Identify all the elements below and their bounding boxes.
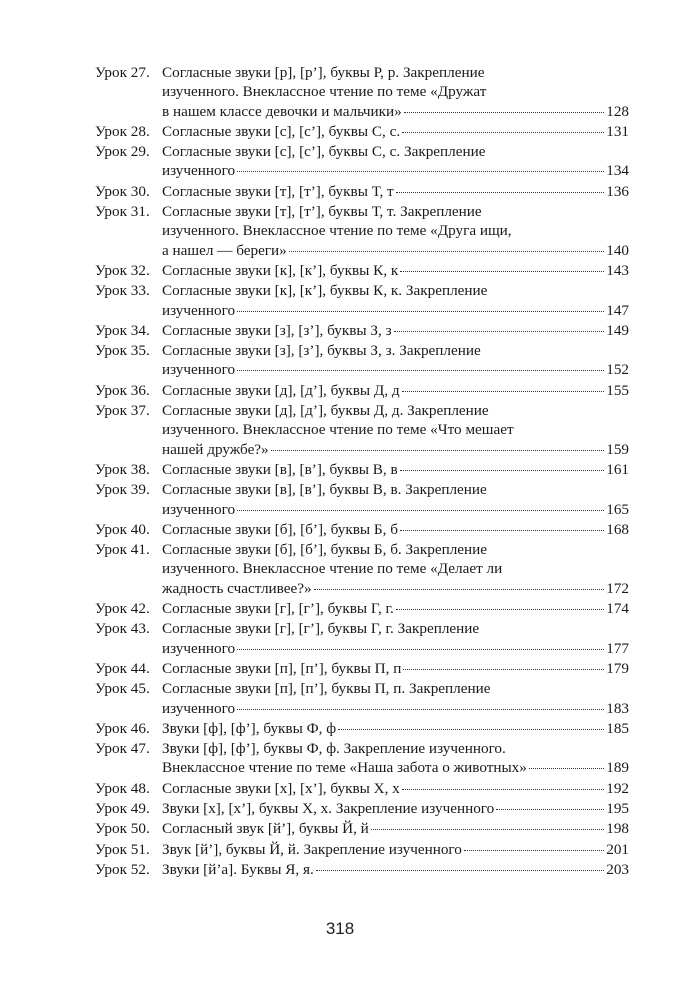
title-line [162,182,629,201]
toc-entry [95,182,629,201]
toc-entry [95,860,629,879]
page-ref: 192 [606,779,629,797]
title-line [162,241,629,260]
title-line [162,659,629,678]
page-ref: 189 [606,759,629,777]
title-line [162,63,629,82]
lesson-number: Урок 33. [95,282,150,300]
toc-entry [95,659,629,678]
title-line-text: Согласные звуки [з], [з’], буквы З, з. Закрепление [162,342,481,360]
title-line [162,619,629,638]
title-line-text: Согласные звуки [д], [д’], буквы Д, д. Закрепление [162,402,489,420]
dot-leader [396,609,604,610]
lesson-title [162,779,629,798]
lesson-number: Урок 37. [95,402,150,420]
title-line-text: изученного [162,301,236,319]
lesson-title [162,261,629,280]
page-ref: 136 [606,182,629,200]
title-line-text: изученного. Внеклассное чтение по теме «Что мешает [162,421,514,439]
page-ref: 128 [606,102,629,120]
page-ref: 165 [606,500,629,518]
title-line-text: изученного [162,639,236,657]
title-line-text: Согласные звуки [т], [т’], буквы Т, т [162,182,394,200]
dot-leader [403,669,604,670]
title-line-text: жадность счастливее?» [162,579,312,597]
page-ref: 152 [606,361,629,379]
title-line-text: Согласные звуки [с], [с’], буквы С, с. Закрепление [162,143,486,161]
lesson-title [162,520,629,539]
title-line [162,281,629,300]
title-line [162,102,629,121]
title-line-text: Согласные звуки [в], [в’], буквы В, в. Закрепление [162,481,487,499]
lesson-title [162,142,629,181]
title-line-text: а нашел — береги» [162,241,287,259]
dot-leader [371,829,604,830]
title-line [162,161,629,180]
lesson-number: Урок 34. [95,321,150,339]
lesson-title [162,182,629,201]
lesson-title [162,659,629,678]
dot-leader [237,649,604,650]
dot-leader [400,271,604,272]
page-ref: 140 [606,241,629,259]
dot-leader [314,589,605,590]
lesson-title [162,799,629,818]
title-line-text: изученного [162,500,236,518]
toc-entry [95,779,629,798]
title-line [162,480,629,499]
page-ref: 177 [606,639,629,657]
lesson-title [162,460,629,479]
title-line-text: Согласные звуки [д], [д’], буквы Д, д [162,381,400,399]
title-line-text: изученного. Внеклассное чтение по теме «Делает ли [162,560,503,578]
title-line [162,699,629,718]
title-line-text: изученного [162,162,236,180]
lesson-number: Урок 35. [95,342,150,360]
lesson-title [162,719,629,738]
dot-leader [496,809,604,810]
lesson-number: Урок 39. [95,481,150,499]
dot-leader [402,789,604,790]
title-line-text: в нашем классе девочки и мальчики» [162,102,402,120]
title-line-text: нашей дружбе?» [162,440,269,458]
toc-entry [95,679,629,718]
lesson-title [162,540,629,598]
page-ref: 168 [606,520,629,538]
title-line-text: Согласные звуки [к], [к’], буквы К, к. Закрепление [162,282,488,300]
title-line-text: Звуки [й’а]. Буквы Я, я. [162,860,314,878]
dot-leader [316,870,604,871]
lesson-number: Урок 40. [95,520,150,538]
title-line [162,221,629,240]
title-line-text: Согласные звуки [г], [г’], буквы Г, г. [162,600,394,618]
page-ref: 147 [606,301,629,319]
title-line [162,381,629,400]
lesson-number: Урок 48. [95,779,150,797]
lesson-number: Урок 31. [95,203,150,221]
page-ref: 159 [606,440,629,458]
page-ref: 179 [606,659,629,677]
title-line-text: Звуки [ф], [ф’], буквы Ф, ф. Закрепление изученного. [162,740,506,758]
lesson-title [162,122,629,141]
title-line [162,679,629,698]
lesson-number: Урок 47. [95,740,150,758]
dot-leader [237,171,604,172]
lesson-title [162,819,629,838]
page-ref: 131 [606,122,629,140]
dot-leader [237,311,604,312]
toc-entry [95,202,629,260]
dot-leader [404,112,604,113]
page-ref: 201 [606,840,629,858]
lesson-number: Урок 27. [95,64,150,81]
title-line-text: изученного [162,361,236,379]
toc-entry [95,63,629,121]
title-line-text: Согласные звуки [п], [п’], буквы П, п. Закрепление [162,680,491,698]
title-line-text: Звуки [х], [х’], буквы Х, х. Закрепление изученного [162,799,495,817]
toc-entry [95,401,629,459]
page-number: 318 [325,919,355,938]
dot-leader [237,510,604,511]
toc-entry [95,122,629,141]
lesson-title [162,619,629,658]
lesson-number: Урок 28. [95,122,150,140]
toc-entry [95,719,629,738]
title-line-text: Согласный звук [й’], буквы Й, й [162,820,369,838]
lesson-number: Урок 46. [95,719,150,737]
title-line [162,819,629,838]
lesson-number: Урок 49. [95,799,150,817]
lesson-number: Урок 29. [95,143,150,161]
page-ref: 195 [606,799,629,817]
dot-leader [289,251,604,252]
title-line [162,460,629,479]
lesson-title [162,321,629,340]
page-ref: 161 [606,460,629,478]
lesson-title [162,860,629,879]
title-line-text: Согласные звуки [б], [б’], буквы Б, б [162,520,398,538]
lesson-number: Урок 51. [95,840,150,858]
title-line-text: Согласные звуки [т], [т’], буквы Т, т. Закрепление [162,203,482,221]
title-line-text: Согласные звуки [г], [г’], буквы Г, г. Закрепление [162,620,480,638]
title-line [162,360,629,379]
title-line [162,639,629,658]
title-line [162,142,629,161]
dot-leader [400,530,604,531]
title-line [162,579,629,598]
toc-entry [95,619,629,658]
lesson-number: Урок 44. [95,659,150,677]
toc-entry [95,321,629,340]
lesson-title [162,679,629,718]
title-line-text: Согласные звуки [р], [р’], буквы Р, р. Закрепление [162,64,485,81]
title-line [162,82,629,101]
lesson-title [162,599,629,618]
title-line [162,540,629,559]
title-line [162,599,629,618]
toc-entry [95,520,629,539]
page-ref: 174 [606,600,629,618]
title-line [162,559,629,578]
dot-leader [400,470,605,471]
title-line [162,401,629,420]
toc-entry [95,540,629,598]
page-ref: 172 [606,579,629,597]
lesson-number: Урок 32. [95,261,150,279]
lesson-number: Урок 30. [95,182,150,200]
lesson-number: Урок 50. [95,820,150,838]
title-line [162,420,629,439]
page-ref: 155 [606,381,629,399]
title-line [162,341,629,360]
title-line [162,758,629,777]
lesson-title [162,341,629,380]
title-line-text: Согласные звуки [б], [б’], буквы Б, б. Закрепление [162,541,488,559]
dot-leader [237,709,604,710]
dot-leader [237,370,604,371]
title-line [162,440,629,459]
lesson-number: Урок 41. [95,541,150,559]
toc-entry [95,819,629,838]
lesson-title [162,840,629,859]
page-ref: 183 [606,699,629,717]
title-line [162,719,629,738]
dot-leader [338,729,604,730]
page-ref: 143 [606,261,629,279]
title-line [162,799,629,818]
title-line [162,840,629,859]
toc-entry [95,840,629,859]
lesson-number: Урок 36. [95,381,150,399]
dot-leader [529,768,604,769]
title-line [162,321,629,340]
dot-leader [396,192,605,193]
title-line-text: Согласные звуки [с], [с’], буквы С, с. [162,122,401,140]
lesson-title [162,401,629,459]
title-line [162,301,629,320]
page-ref: 198 [606,820,629,838]
lesson-number: Урок 38. [95,460,150,478]
lesson-number: Урок 42. [95,600,150,618]
page-ref: 149 [606,321,629,339]
toc-entry [95,460,629,479]
title-line [162,261,629,280]
page-ref: 203 [606,860,629,878]
title-line-text: Согласные звуки [п], [п’], буквы П, п [162,659,402,677]
lesson-title [162,480,629,519]
title-line [162,520,629,539]
page-ref: 185 [606,719,629,737]
title-line [162,779,629,798]
toc-entry [95,281,629,320]
lesson-number: Урок 52. [95,860,150,878]
toc-entry [95,142,629,181]
title-line [162,500,629,519]
dot-leader [464,850,604,851]
lesson-title [162,202,629,260]
dot-leader [394,331,605,332]
toc-entry [95,599,629,618]
title-line-text: Внеклассное чтение по теме «Наша забота о животных» [162,759,527,777]
title-line-text: Согласные звуки [в], [в’], буквы В, в [162,460,398,478]
dot-leader [271,450,605,451]
lesson-title [162,63,629,121]
title-line-text: Согласные звуки [х], [х’], буквы Х, х [162,779,400,797]
title-line-text: Согласные звуки [к], [к’], буквы К, к [162,261,399,279]
title-line-text: изученного. Внеклассное чтение по теме «Друга ищи, [162,222,512,240]
toc-entry [95,799,629,818]
title-line-text: Звуки [ф], [ф’], буквы Ф, ф [162,719,337,737]
toc-entry [95,261,629,280]
title-line-text: Согласные звуки [з], [з’], буквы З, з [162,321,392,339]
title-line [162,739,629,758]
toc-entry [95,480,629,519]
lesson-title [162,739,629,778]
title-line [162,202,629,221]
page-ref: 134 [606,162,629,180]
toc-entry [95,739,629,778]
title-line-text: изученного [162,699,236,717]
dot-leader [402,132,604,133]
dot-leader [402,391,605,392]
lesson-number: Урок 43. [95,620,150,638]
toc-entry [95,341,629,380]
title-line-text: Звук [й’], буквы Й, й. Закрепление изученного [162,840,462,858]
title-line [162,860,629,879]
lesson-title [162,381,629,400]
lesson-number: Урок 45. [95,680,150,698]
title-line-text: изученного. Внеклассное чтение по теме «Дружат [162,83,487,101]
toc-entry [95,381,629,400]
lesson-title [162,281,629,320]
title-line [162,122,629,141]
table-of-contents [95,63,629,880]
